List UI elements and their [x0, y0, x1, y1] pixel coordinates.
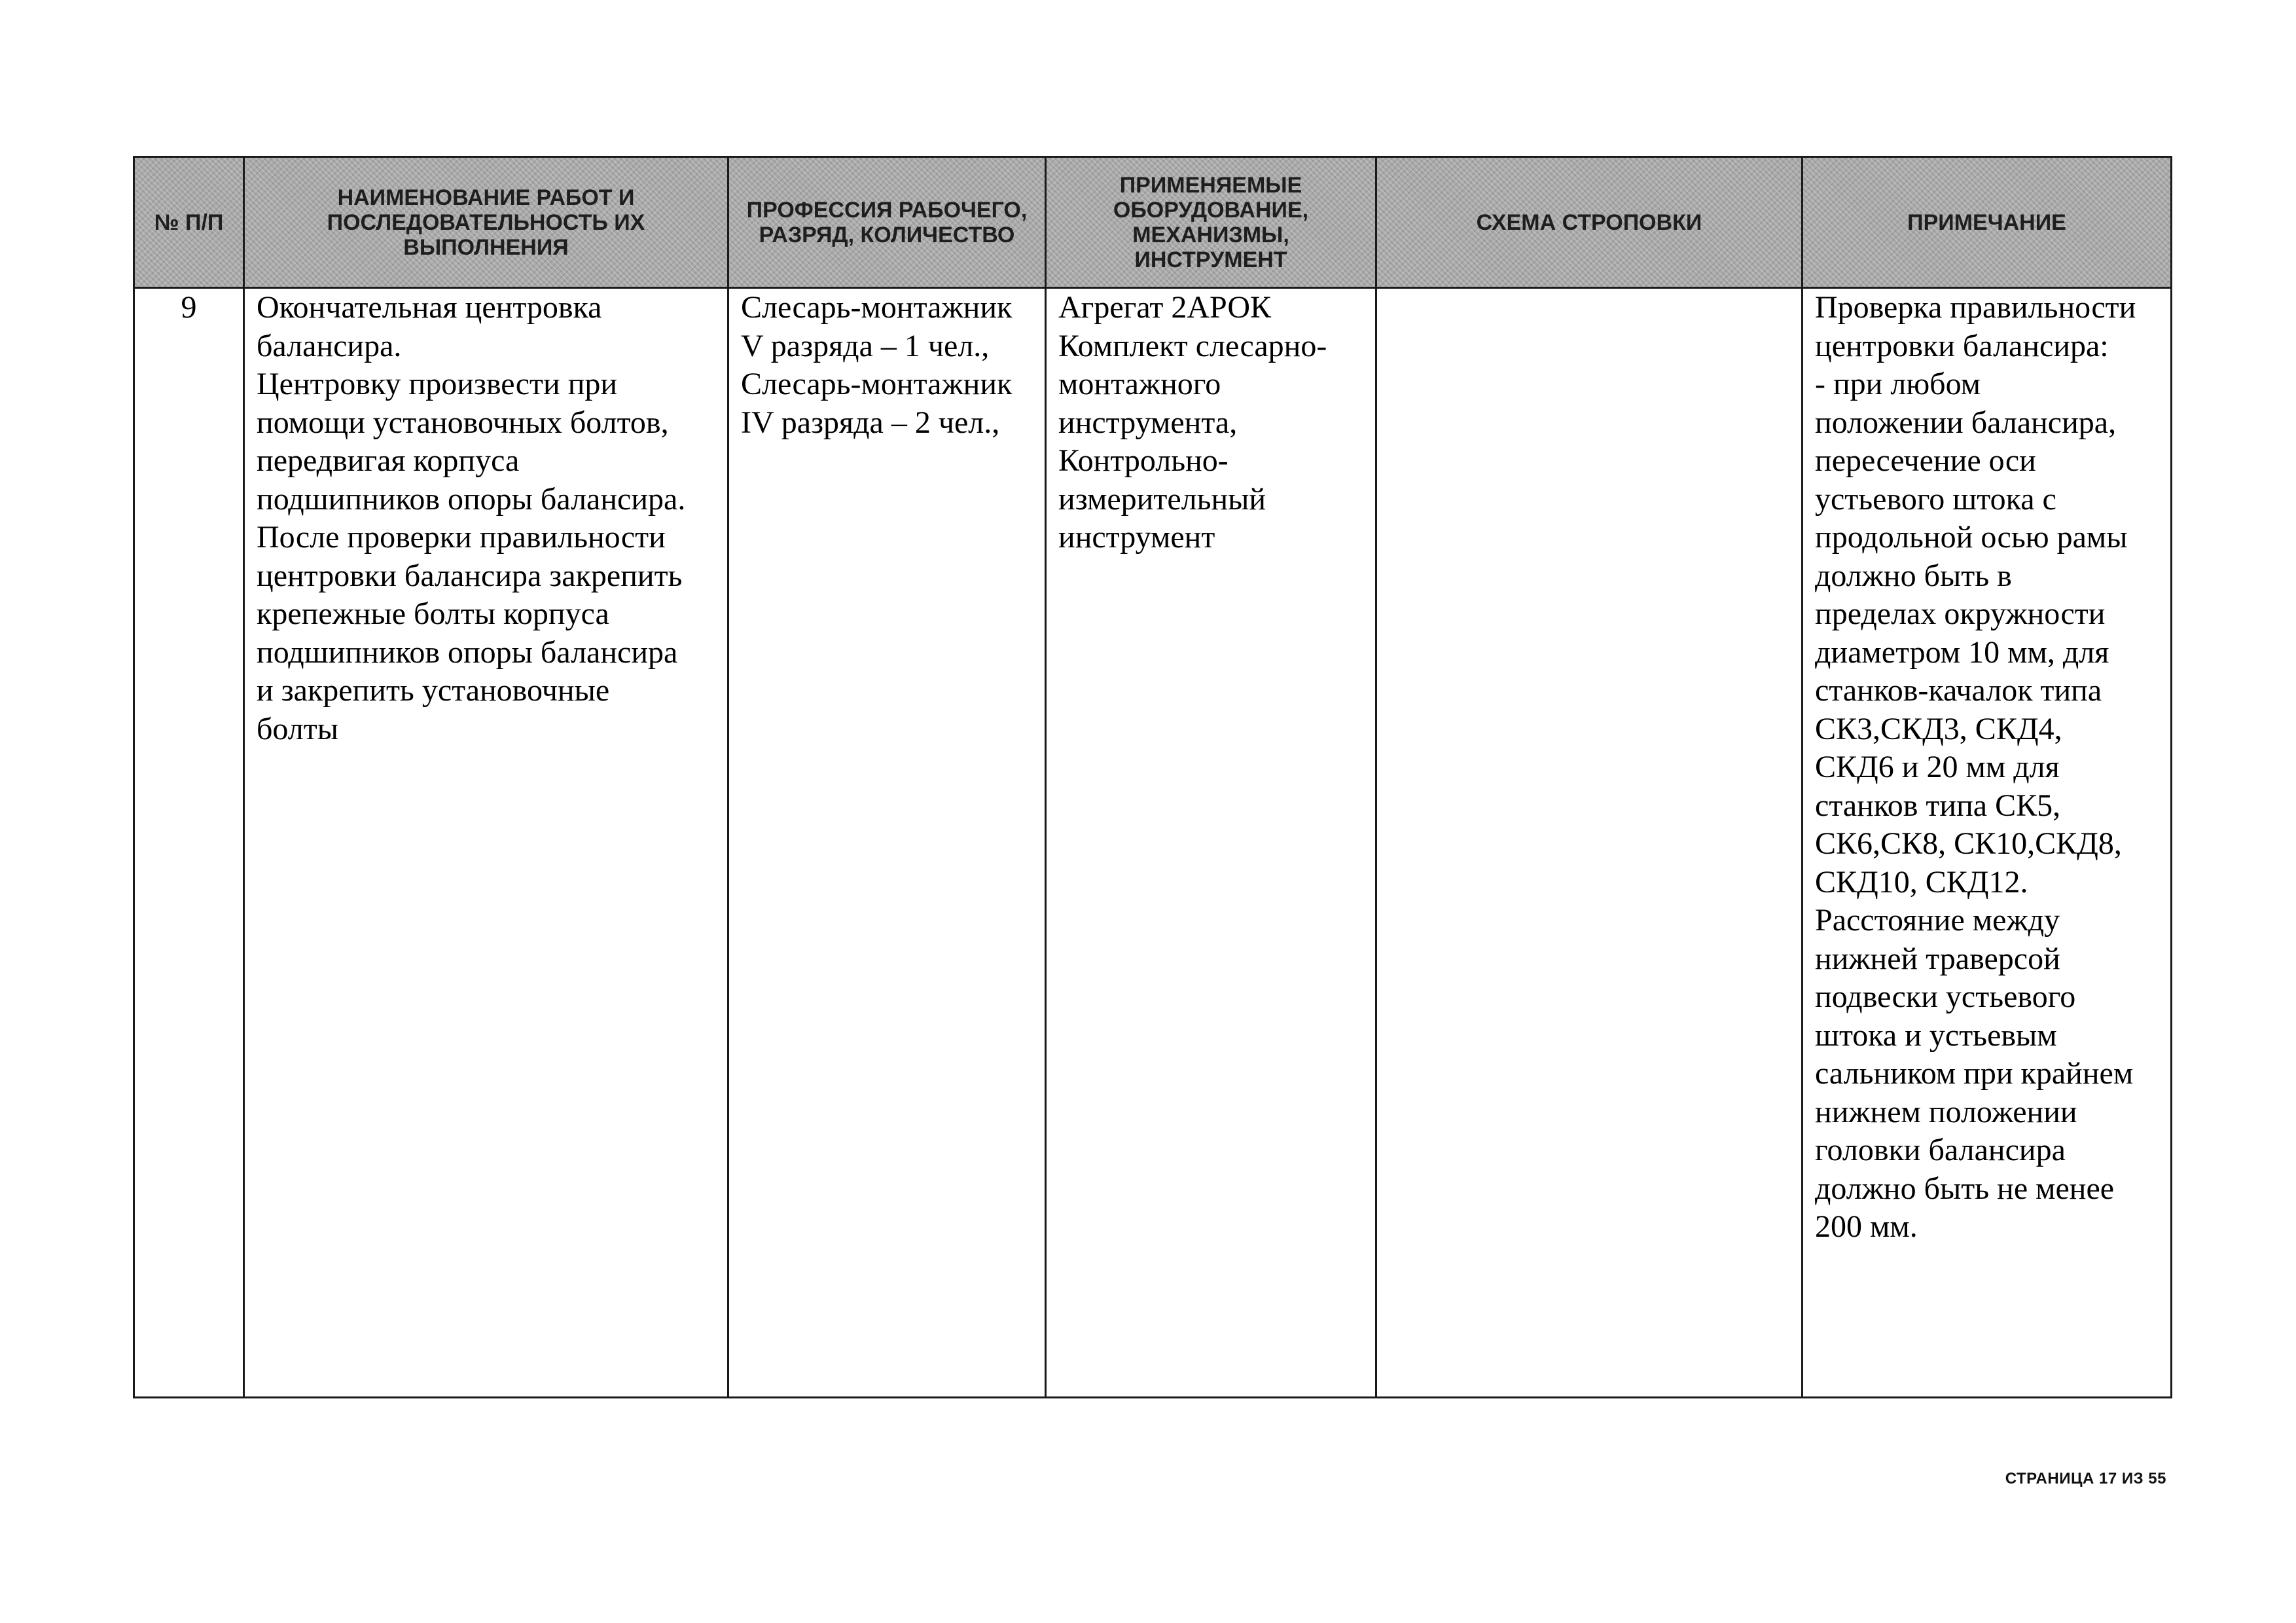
- header-rigging-scheme: СХЕМА СТРОПОВКИ: [1376, 157, 1803, 288]
- cell-equipment: Агрегат 2АРОК Комплект слесарно- монтажного инструмента, Контрольно- измерительный инструмент: [1046, 288, 1376, 1398]
- cell-note: Проверка правильности центровки балансира: - при любом положении балансира, пересечение оси устьевого штока с продольной осью рамы должно быть в пределах окружности диаметром 10 мм, для станков-качалок типа СК3,СКД3, СКД4, СКД6 и 20 мм для станков типа СК5, СК6,СК8, СК10,СКД8, СКД10, СКД12. Расстояние между нижней траверсой подвески устьевого штока и устьевым сальником при крайнем нижнем положении головки балансира должно быть не менее 200 мм.: [1803, 288, 2172, 1398]
- header-note: ПРИМЕЧАНИЕ: [1803, 157, 2172, 288]
- header-number: № П/П: [134, 157, 244, 288]
- cell-rigging-scheme: [1376, 288, 1803, 1398]
- cell-number: 9: [134, 288, 244, 1398]
- page-number: СТРАНИЦА 17 ИЗ 55: [2005, 1470, 2166, 1487]
- header-row: [134, 157, 2172, 288]
- table-row: [134, 288, 2172, 1398]
- cell-work: Окончательная центровка балансира. Центровку произвести при помощи установочных болтов, передвигая корпуса подшипников опоры балансира. После проверки правильности центровки балансира закрепить крепежные болты корпуса подшипников опоры балансира и закрепить установочные болты: [244, 288, 728, 1398]
- table-body: [134, 288, 2172, 1398]
- header-equipment: ПРИМЕНЯЕМЫЕ ОБОРУДОВАНИЕ, МЕХАНИЗМЫ, ИНСТРУМЕНТ: [1046, 157, 1376, 288]
- table-header: [134, 157, 2172, 288]
- header-work-name: НАИМЕНОВАНИЕ РАБОТ И ПОСЛЕДОВАТЕЛЬНОСТЬ ИХ ВЫПОЛНЕНИЯ: [244, 157, 728, 288]
- header-profession: ПРОФЕССИЯ РАБОЧЕГО, РАЗРЯД, КОЛИЧЕСТВО: [728, 157, 1046, 288]
- work-table: [133, 156, 2172, 1398]
- cell-profession: Слесарь-монтажник V разряда – 1 чел., Слесарь-монтажник IV разряда – 2 чел.,: [728, 288, 1046, 1398]
